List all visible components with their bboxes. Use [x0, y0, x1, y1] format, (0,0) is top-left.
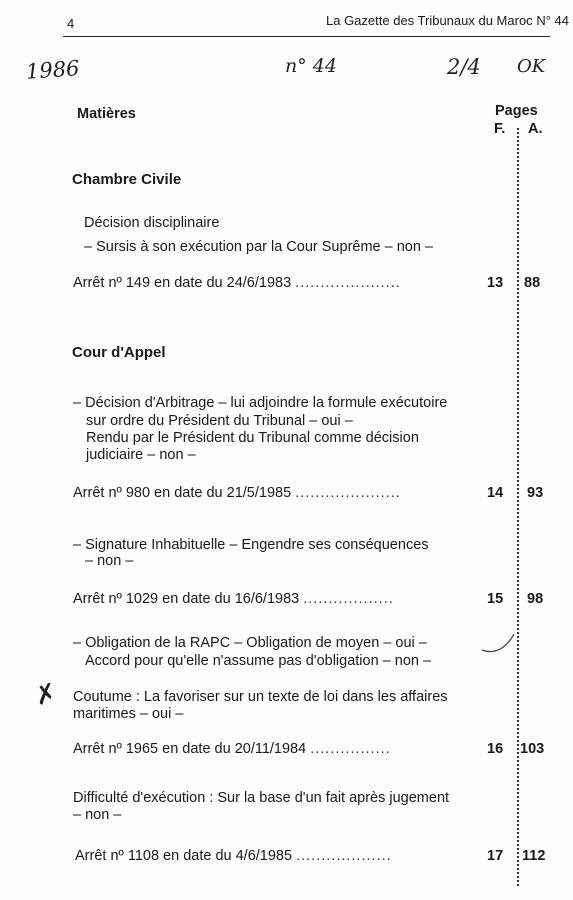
entry-reference-text: Arrêt nº 1029 en date du 16/6/1983: [73, 591, 300, 607]
page-number: 4: [67, 16, 75, 31]
section-heading-cour-appel: Cour d'Appel: [72, 344, 166, 361]
handwritten-year: 1986: [25, 56, 81, 84]
column-header-pages: Pages: [495, 103, 538, 119]
entry-reference-text: Arrêt nº 980 en date du 21/5/1985: [73, 485, 292, 501]
page-a: 88: [524, 275, 541, 291]
section-heading-chambre-civile: Chambre Civile: [72, 171, 182, 188]
header-rule: [63, 36, 550, 37]
column-header-matieres: Matières: [77, 106, 136, 122]
publication-title: La Gazette des Tribunaux du Maroc: [326, 13, 533, 28]
handwritten-fraction: 2/4: [447, 55, 481, 79]
page-f: 17: [487, 848, 504, 864]
page-f: 14: [487, 485, 504, 501]
page-f: 13: [487, 275, 504, 291]
dot-leader: ...................: [296, 848, 392, 864]
entry-line: Accord pour qu'elle n'assume pas d'obligation – non –: [85, 653, 432, 669]
entry-line: – Décision d'Arbitrage – lui adjoindre la formule exécutoire: [73, 395, 448, 411]
entry-line: Coutume : La favoriser sur un texte de loi dans les affaires: [73, 689, 448, 705]
dot-leader: .....................: [295, 275, 401, 291]
entry-reference: [73, 591, 394, 607]
entry-reference-text: Arrêt nº 1965 en date du 20/11/1984: [73, 741, 307, 757]
entry-line: maritimes – oui –: [73, 706, 184, 722]
running-header: [326, 13, 569, 28]
page-f: 15: [487, 591, 504, 607]
dotted-column-divider: [517, 128, 519, 886]
entry-line: – Sursis à son exécution par la Cour Suprême – non –: [84, 239, 434, 255]
dot-leader: ..................: [303, 591, 394, 607]
entry-line: Décision disciplinaire: [84, 215, 220, 231]
entry-line: judiciaire – non –: [86, 447, 196, 463]
page-a: 103: [520, 741, 545, 757]
column-header-a: A.: [528, 121, 543, 137]
entry-line: – Obligation de la RAPC – Obligation de moyen – oui –: [73, 635, 427, 651]
entry-line: – Signature Inhabituelle – Engendre ses conséquences: [73, 537, 429, 553]
dot-leader: ................: [310, 741, 391, 757]
entry-line: Rendu par le Président du Tribunal comme décision: [86, 430, 419, 446]
page-a: 98: [527, 591, 544, 607]
page-f: 16: [487, 741, 504, 757]
entry-reference-text: Arrêt nº 149 en date du 24/6/1983: [73, 275, 292, 291]
handwritten-number: n° 44: [285, 55, 337, 77]
entry-line: sur ordre du Président du Tribunal – oui –: [86, 413, 353, 429]
handwritten-margin-mark: ✗: [31, 677, 61, 713]
entry-reference: [75, 848, 392, 864]
entry-line: – non –: [73, 807, 122, 823]
entry-reference: [73, 741, 391, 757]
entry-line: Difficulté d'exécution : Sur la base d'un fait après jugement: [73, 790, 450, 806]
pen-stroke-mark: [478, 630, 518, 660]
entry-line: – non –: [85, 553, 134, 569]
entry-reference: [73, 485, 401, 501]
page-a: 93: [527, 485, 544, 501]
page-a: 112: [522, 848, 546, 864]
column-header-f: F.: [494, 121, 506, 137]
entry-reference-text: Arrêt nº 1108 en date du 4/6/1985: [75, 848, 293, 864]
entry-reference: [73, 275, 401, 291]
dot-leader: .....................: [295, 485, 401, 501]
issue-number: N° 44: [536, 13, 569, 28]
handwritten-ok: OK: [517, 56, 546, 77]
